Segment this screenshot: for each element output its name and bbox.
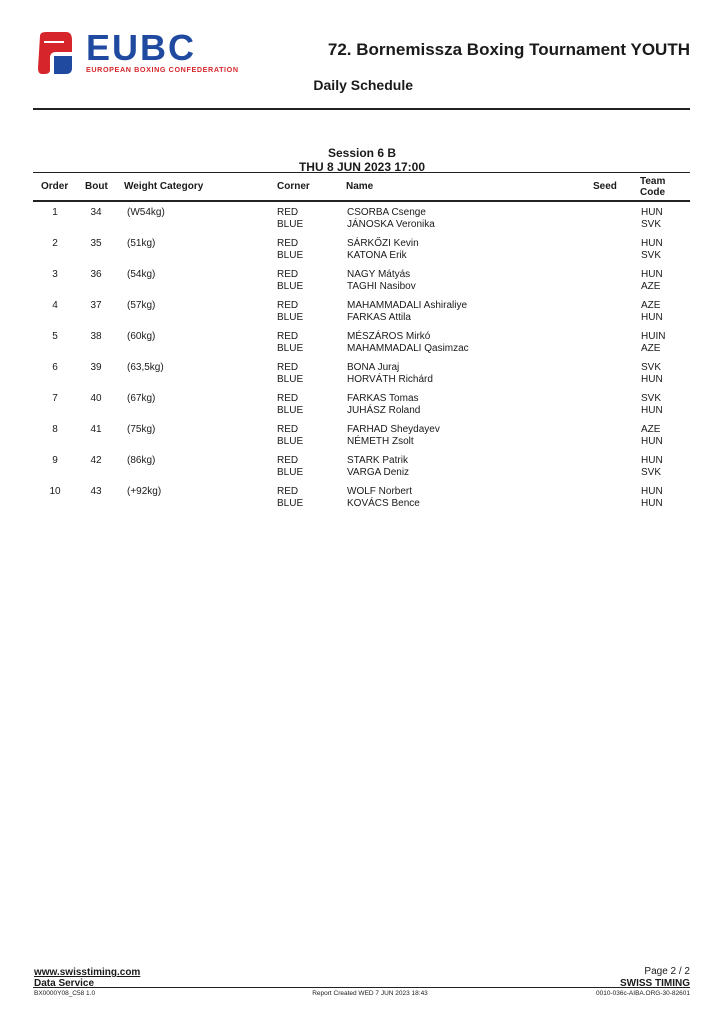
table-row [33,298,690,329]
row-weight: (57kg) [127,300,156,311]
red-corner-label: RED [277,269,299,280]
red-boxer-name: STARK Patrik [347,455,408,466]
blue-team-code: HUN [641,436,663,447]
red-team-code: SVK [641,362,662,373]
logo-subtitle: EUROPEAN BOXING CONFEDERATION [86,65,239,74]
row-order: 3 [52,269,58,280]
header-seed: Seed [593,181,617,192]
row-order: 8 [52,424,58,435]
red-corner-label: RED [277,300,299,311]
red-team-code: HUIN [641,331,666,342]
blue-boxer-name: KATONA Erik [347,250,407,261]
row-order: 4 [52,300,58,311]
blue-corner-label: BLUE [277,405,304,416]
header-divider [33,108,690,110]
red-corner-label: RED [277,238,299,249]
row-weight: (67kg) [127,393,156,404]
header-order: Order [41,181,69,192]
row-weight: (W54kg) [127,207,165,218]
blue-corner-label: BLUE [277,498,304,509]
data-service-label: Data Service [34,978,95,989]
row-weight: (54kg) [127,269,156,280]
session-date: THU 8 JUN 2023 17:00 [298,160,426,174]
row-bout: 41 [90,424,102,435]
row-bout: 35 [90,238,102,249]
blue-boxer-name: JUHÁSZ Roland [347,405,421,416]
row-weight: (63,5kg) [127,362,164,373]
logo-wordmark: EUBC [86,30,197,68]
row-weight: (75kg) [127,424,156,435]
eubc-logo [36,30,280,76]
red-team-code: HUN [641,486,663,497]
red-team-code: HUN [641,207,663,218]
blue-corner-label: BLUE [277,312,304,323]
row-bout: 40 [90,393,102,404]
blue-team-code: SVK [641,250,662,261]
table-row [33,453,690,484]
row-bout: 42 [90,455,102,466]
red-corner-label: RED [277,455,299,466]
row-order: 6 [52,362,58,373]
table-row [33,267,690,298]
tournament-title: 72. Bornemissza Boxing Tournament YOUTH [327,40,690,59]
red-corner-label: RED [277,331,299,342]
blue-corner-label: BLUE [277,343,304,354]
table-row [33,205,690,236]
red-corner-label: RED [277,207,299,218]
blue-team-code: AZE [641,281,661,292]
red-team-code: SVK [641,393,662,404]
row-order: 9 [52,455,58,466]
blue-team-code: HUN [641,405,663,416]
red-corner-label: RED [277,362,299,373]
row-order: 10 [49,486,61,497]
blue-boxer-name: MAHAMMADALI Qasimzac [347,343,469,354]
header-corner: Corner [277,181,310,192]
row-bout: 36 [90,269,102,280]
row-order: 2 [52,238,58,249]
row-bout: 34 [90,207,102,218]
table-row [33,391,690,422]
header-bout: Bout [85,181,108,192]
red-boxer-name: NAGY Mátyás [347,269,411,280]
blue-corner-label: BLUE [277,281,304,292]
boxing-glove-icon [38,32,72,74]
blue-boxer-name: HORVÁTH Richárd [347,374,433,385]
red-team-code: AZE [641,424,661,435]
red-team-code: HUN [641,455,663,466]
blue-corner-label: BLUE [277,219,304,230]
row-weight: (51kg) [127,238,156,249]
red-team-code: HUN [641,238,663,249]
header-team-line2: Code [640,186,665,198]
blue-corner-label: BLUE [277,374,304,385]
swiss-timing-label: SWISS TIMING [620,978,690,989]
schedule-title: Daily Schedule [313,77,413,93]
report-created: Report Created WED 7 JUN 2023 18:43 [312,990,428,997]
table-row [33,236,690,267]
row-weight: (+92kg) [127,486,162,497]
document-reference: 0010-036c-AIBA.ORG-30-82601 [596,990,690,997]
row-weight: (86kg) [127,455,156,466]
blue-team-code: HUN [641,498,663,509]
session-title: Session 6 B [327,146,397,160]
table-row [33,422,690,453]
document-code: BX0000Y08_C58 1.0 [34,990,96,997]
red-boxer-name: FARKAS Tomas [347,393,419,404]
red-corner-label: RED [277,486,299,497]
row-bout: 38 [90,331,102,342]
blue-corner-label: BLUE [277,436,304,447]
red-boxer-name: BONA Juraj [347,362,400,373]
row-order: 1 [52,207,58,218]
blue-corner-label: BLUE [277,250,304,261]
red-boxer-name: MÉSZÁROS Mirkó [347,331,431,342]
header-weight-category: Weight Category [124,181,204,192]
blue-team-code: HUN [641,374,663,385]
blue-corner-label: BLUE [277,467,304,478]
blue-boxer-name: TAGHI Nasibov [347,281,416,292]
blue-team-code: AZE [641,343,661,354]
red-corner-label: RED [277,393,299,404]
red-boxer-name: FARHAD Sheydayev [347,424,440,435]
blue-boxer-name: JÁNOSKA Veronika [347,219,435,230]
table-header [33,172,690,202]
header-team-line1: Team [640,175,666,187]
page-number: Page 2 / 2 [644,966,690,977]
swisstiming-link[interactable]: www.swisstiming.com [34,967,141,978]
row-weight: (60kg) [127,331,156,342]
red-team-code: AZE [641,300,661,311]
schedule-rows [33,205,690,515]
footer-divider [33,987,690,988]
row-order: 5 [52,331,58,342]
row-order: 7 [52,393,58,404]
blue-team-code: SVK [641,467,662,478]
red-boxer-name: CSORBA Csenge [347,207,426,218]
blue-boxer-name: NÉMETH Zsolt [347,436,414,447]
blue-boxer-name: FARKAS Attila [347,312,411,323]
blue-boxer-name: KOVÁCS Bence [347,498,420,509]
header-name: Name [346,181,374,192]
red-boxer-name: MAHAMMADALI Ashiraliye [347,300,468,311]
table-row [33,484,690,515]
red-boxer-name: WOLF Norbert [347,486,413,497]
row-bout: 37 [90,300,102,311]
blue-boxer-name: VARGA Deniz [347,467,410,478]
row-bout: 39 [90,362,102,373]
blue-team-code: SVK [641,219,662,230]
red-team-code: HUN [641,269,663,280]
table-row [33,360,690,391]
header-team-code [640,173,665,200]
red-boxer-name: SÁRKŐZI Kevin [347,238,419,249]
row-bout: 43 [90,486,102,497]
table-row [33,329,690,360]
blue-team-code: HUN [641,312,663,323]
red-corner-label: RED [277,424,299,435]
